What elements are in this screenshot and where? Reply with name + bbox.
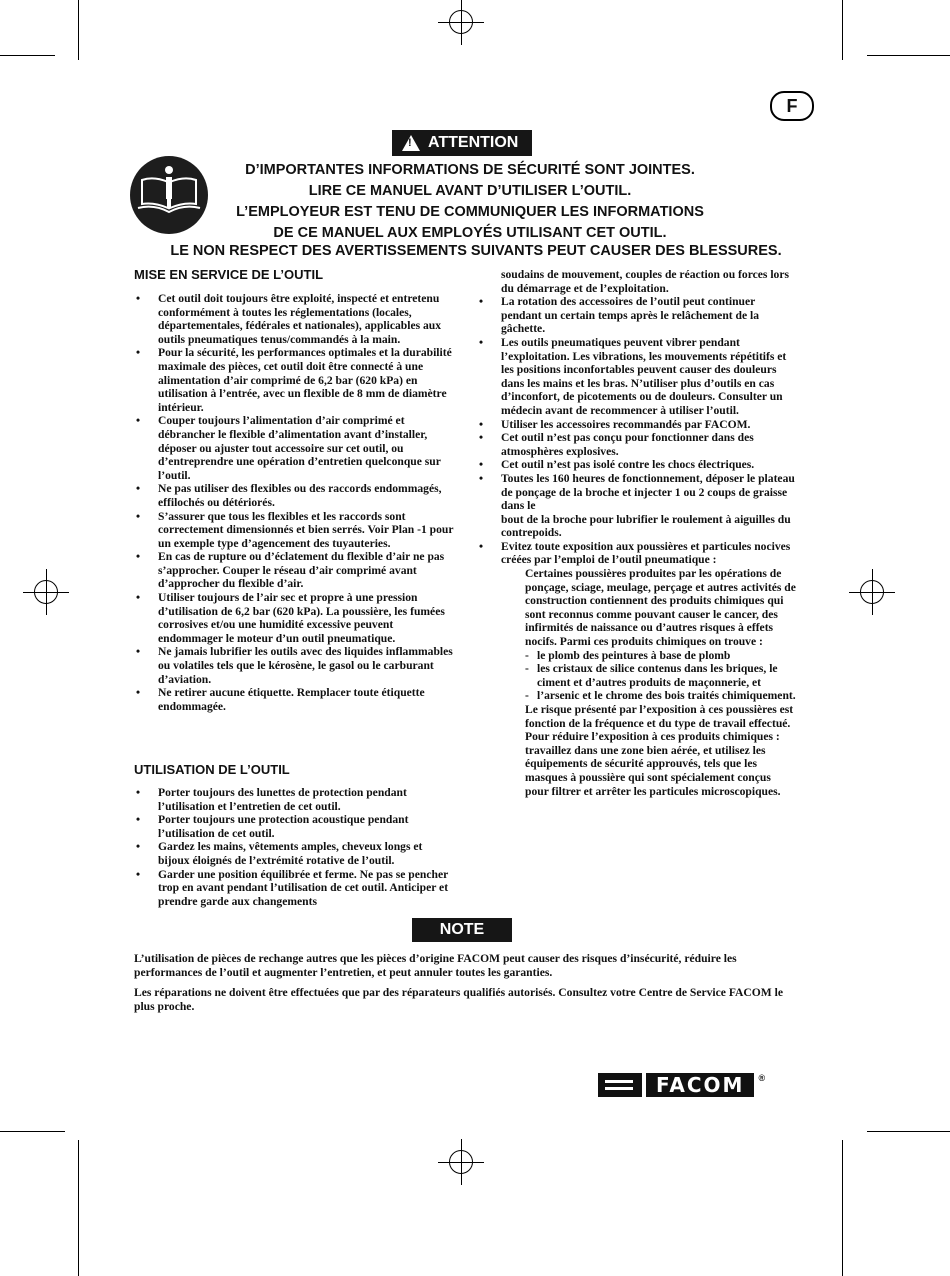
read-manual-icon	[130, 156, 208, 234]
crop-mark	[0, 55, 55, 56]
list-item: • Pour la sécurité, les performances optimales et la durabilité maximale des pièces, cet outil doit être connecté à une alimentation d’air comprimé de 6,2 bar (620 kPa) en utilisation à l’entrée, avec un flexible de 8 mm de diamètre intérieur.	[136, 346, 454, 414]
crop-mark	[867, 1131, 950, 1132]
brand-name: FACOM	[646, 1073, 754, 1097]
list-item: • S’assurer que tous les flexibles et les raccords sont correctement dimensionnés et bien serrés. Voir Plan -1 pour un exemple type d’agencement des tuyauteries.	[136, 510, 454, 551]
section-title-setup: MISE EN SERVICE DE L’OUTIL	[134, 267, 324, 282]
safety-headline-3: L’EMPLOYEUR EST TENU DE COMMUNIQUER LES INFORMATIONS	[236, 204, 704, 220]
list-item: • Garder une position équilibrée et ferme. Ne pas se pencher trop en avant pendant l’utilisation de cet outil. Anticiper et prendre garde aux changements	[136, 868, 454, 909]
left-column-usage	[136, 786, 454, 908]
crop-mark	[842, 1140, 843, 1276]
left-column-setup	[136, 292, 454, 713]
list-item: • Evitez toute exposition aux poussières et particules nocives créées par l’emploi de l’outil pneumatique :	[479, 540, 797, 567]
chemical-item: - les cristaux de silice contenus dans les briques, le ciment et d’autres produits de maçonnerie, et	[525, 662, 778, 689]
section-title-usage: UTILISATION DE L’OUTIL	[134, 762, 290, 777]
list-item: • Cet outil n’est pas isolé contre les chocs électriques.	[479, 458, 797, 472]
facom-logo	[598, 1073, 765, 1097]
registration-mark	[449, 1150, 473, 1174]
continued-text: soudains de mouvement, couples de réaction ou forces lors du démarrage et de l’exploitation.	[501, 268, 790, 295]
language-badge: F	[770, 91, 814, 121]
list-item: • Ne retirer aucune étiquette. Remplacer toute étiquette endommagée.	[136, 686, 454, 713]
list-item: • La rotation des accessoires de l’outil peut continuer pendant un certain temps après le relâchement de la gâchette.	[479, 295, 797, 336]
note-body	[134, 952, 804, 1014]
right-column	[479, 268, 797, 798]
facom-logo-mark	[598, 1073, 642, 1097]
list-item: • Couper toujours l’alimentation d’air comprimé et débrancher le flexible d’alimentation avant d’installer, déposer ou ajuster tout accessoire sur cet outil, ou d’entreprendre une opération d’entretien quelconque sur l’outil.	[136, 414, 454, 482]
setup-list	[136, 292, 454, 713]
attention-label: ATTENTION	[428, 134, 519, 151]
crop-mark	[0, 1131, 65, 1132]
attention-banner	[392, 130, 532, 156]
dust-paragraph: Certaines poussières produites par les opérations de ponçage, sciage, meulage, perçage et autres activités de construction contiennent des produits chimiques qui sont reconnus comme pouvant causer le cancer, des infirmités de naissance ou d’autres risques à effets nocifs. Parmi ces produits chimiques on trouve :	[525, 567, 796, 649]
note-paragraph: Les réparations ne doivent être effectuées que par des réparateurs qualifiés autorisés. Consultez votre Centre de Service FACOM le plus proche.	[134, 986, 784, 1013]
registration-mark	[860, 580, 884, 604]
list-item: • En cas de rupture ou d’éclatement du flexible d’air ne pas s’approcher. Couper le réseau d’air comprimé avant d’approcher du flexible d’air.	[136, 550, 454, 591]
list-item: • Les outils pneumatiques peuvent vibrer pendant l’exploitation. Les vibrations, les mouvements répétitifs et les positions inconfortables peuvent causer des douleurs dans les mains et les bras. N’utiliser plus d’outils en cas d’inconfort, de picotements ou de douleurs. Consulter un médecin avant de recommencer à utiliser l’outil.	[479, 336, 797, 418]
crop-mark	[867, 55, 950, 56]
crop-mark	[842, 0, 843, 60]
risk-paragraph: Le risque présenté par l’exposition à ces poussières est fonction de la fréquence et du type de travail effectué. Pour réduire l’exposition à ces produits chimiques : travaillez dans une zone bien aérée, et utilisez les équipements de sécurité approuvés, tels que les masques à poussière qui sont spécialement conçus pour filtrer et arrêter les particules microscopiques.	[525, 703, 794, 798]
note-paragraph: L’utilisation de pièces de rechange autres que les pièces d’origine FACOM peut causer des risques d’insécurité, réduire les performances de l’outil et augmenter l’entretien, et peut annuler toutes les garanties.	[134, 952, 737, 979]
list-item: • Ne pas utiliser des flexibles ou des raccords endommagés, effilochés ou détériorés.	[136, 482, 454, 509]
chemical-item: - le plomb des peintures à base de plomb	[525, 648, 731, 662]
registration-mark	[34, 580, 58, 604]
grease-line-2: bout de la broche pour lubrifier le roulement à aiguilles du contrepoids.	[501, 512, 791, 540]
list-item: • Porter toujours une protection acoustique pendant l’utilisation de cet outil.	[136, 813, 454, 840]
safety-headline-1: D’IMPORTANTES INFORMATIONS DE SÉCURITÉ SONT JOINTES.	[245, 162, 695, 178]
list-item: • Gardez les mains, vêtements amples, cheveux longs et bijoux éloignés de l’extrémité rotative de l’outil.	[136, 840, 454, 867]
grease-line-1: • Toutes les 160 heures de fonctionnement, déposer le plateau de ponçage de la broche et injecter 1 ou 2 coups de graisse dans le	[501, 471, 795, 513]
crop-mark	[78, 1140, 79, 1276]
list-item: • Porter toujours des lunettes de protection pendant l’utilisation et l’entretien de cet outil.	[136, 786, 454, 813]
safety-headline-2: LIRE CE MANUEL AVANT D’UTILISER L’OUTIL.	[308, 183, 632, 199]
warning-triangle-icon: !	[402, 135, 420, 151]
list-item: • Utiliser toujours de l’air sec et propre à une pression d’utilisation de 6,2 bar (620 kPa). La poussière, les fumées corrosives et/ou une humidité excessive peuvent endommager le moteur d’un outil pneumatique.	[136, 591, 454, 645]
list-item: • Cet outil doit toujours être exploité, inspecté et entretenu conformément à toutes les réglementations (locales, départementales, fédérales et nationales), applicables aux outils pneumatiques tenus/commandés à la main.	[136, 292, 454, 346]
chemical-item: - l’arsenic et le chrome des bois traités chimiquement.	[525, 689, 796, 703]
note-banner: NOTE	[412, 918, 512, 942]
list-item: • Cet outil n’est pas conçu pour fonctionner dans des atmosphères explosives.	[479, 431, 797, 458]
usage-list	[136, 786, 454, 908]
safety-headline-4: DE CE MANUEL AUX EMPLOYÉS UTILISANT CET OUTIL.	[273, 225, 667, 241]
list-item-grease	[479, 472, 797, 540]
injury-warning: LE NON RESPECT DES AVERTISSEMENTS SUIVANTS PEUT CAUSER DES BLESSURES.	[170, 243, 782, 259]
list-item: • Ne jamais lubrifier les outils avec des liquides inflammables ou volatiles tels que le kérosène, le gasol ou le carburant d’aviation.	[136, 645, 454, 686]
right-list	[479, 295, 797, 567]
list-item: • Utiliser les accessoires recommandés par FACOM.	[479, 418, 797, 432]
crop-mark	[78, 0, 79, 60]
registration-mark	[449, 10, 473, 34]
registered-mark: ®	[758, 1073, 766, 1083]
